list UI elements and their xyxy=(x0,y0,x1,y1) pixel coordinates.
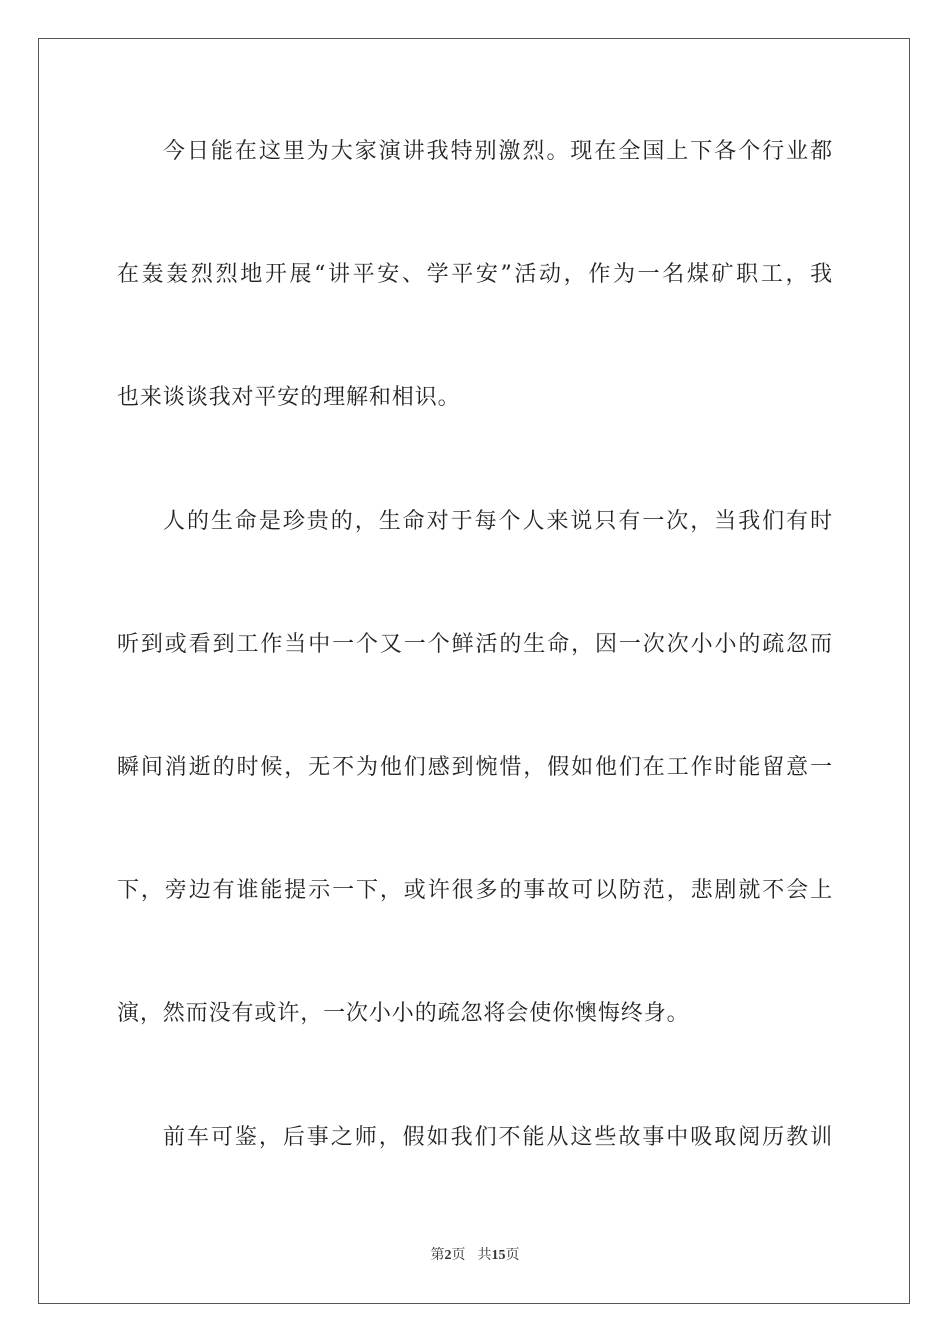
page-footer xyxy=(0,1246,950,1265)
paragraph-3-line-1: 前车可鉴，后事之师，假如我们不能从这些故事中吸取阅历教训 xyxy=(163,1125,833,1150)
page-prefix: 第 xyxy=(430,1247,445,1263)
paragraph-2-line-4: 下，旁边有谁能提示一下，或许很多的事故可以防范，悲剧就不会上 xyxy=(117,878,833,903)
paragraph-2-line-2: 听到或看到工作当中一个又一个鲜活的生命，因一次次小小的疏忽而 xyxy=(117,632,833,657)
paragraph-2-line-5: 演，然而没有或许，一次小小的疏忽将会使你懊悔终身。 xyxy=(117,1001,690,1026)
paragraph-1-line-3: 也来谈谈我对平安的理解和相识。 xyxy=(117,385,461,410)
page-border xyxy=(38,38,910,1304)
page-number: 2 xyxy=(444,1248,452,1263)
paragraph-2-line-1: 人的生命是珍贵的，生命对于每个人来说只有一次，当我们有时 xyxy=(163,509,833,534)
total-prefix: 共 xyxy=(477,1247,492,1263)
total-suffix: 页 xyxy=(505,1247,520,1263)
total-pages: 15 xyxy=(491,1248,506,1263)
paragraph-2-line-3: 瞬间消逝的时候，无不为他们感到惋惜，假如他们在工作时能留意一 xyxy=(117,755,833,780)
paragraph-1-line-2: 在轰轰烈烈地开展“讲平安、学平安”活动，作为一名煤矿职工，我 xyxy=(117,262,833,287)
page-suffix: 页 xyxy=(451,1247,466,1263)
paragraph-1-line-1: 今日能在这里为大家演讲我特别激烈。现在全国上下各个行业都 xyxy=(163,139,833,164)
